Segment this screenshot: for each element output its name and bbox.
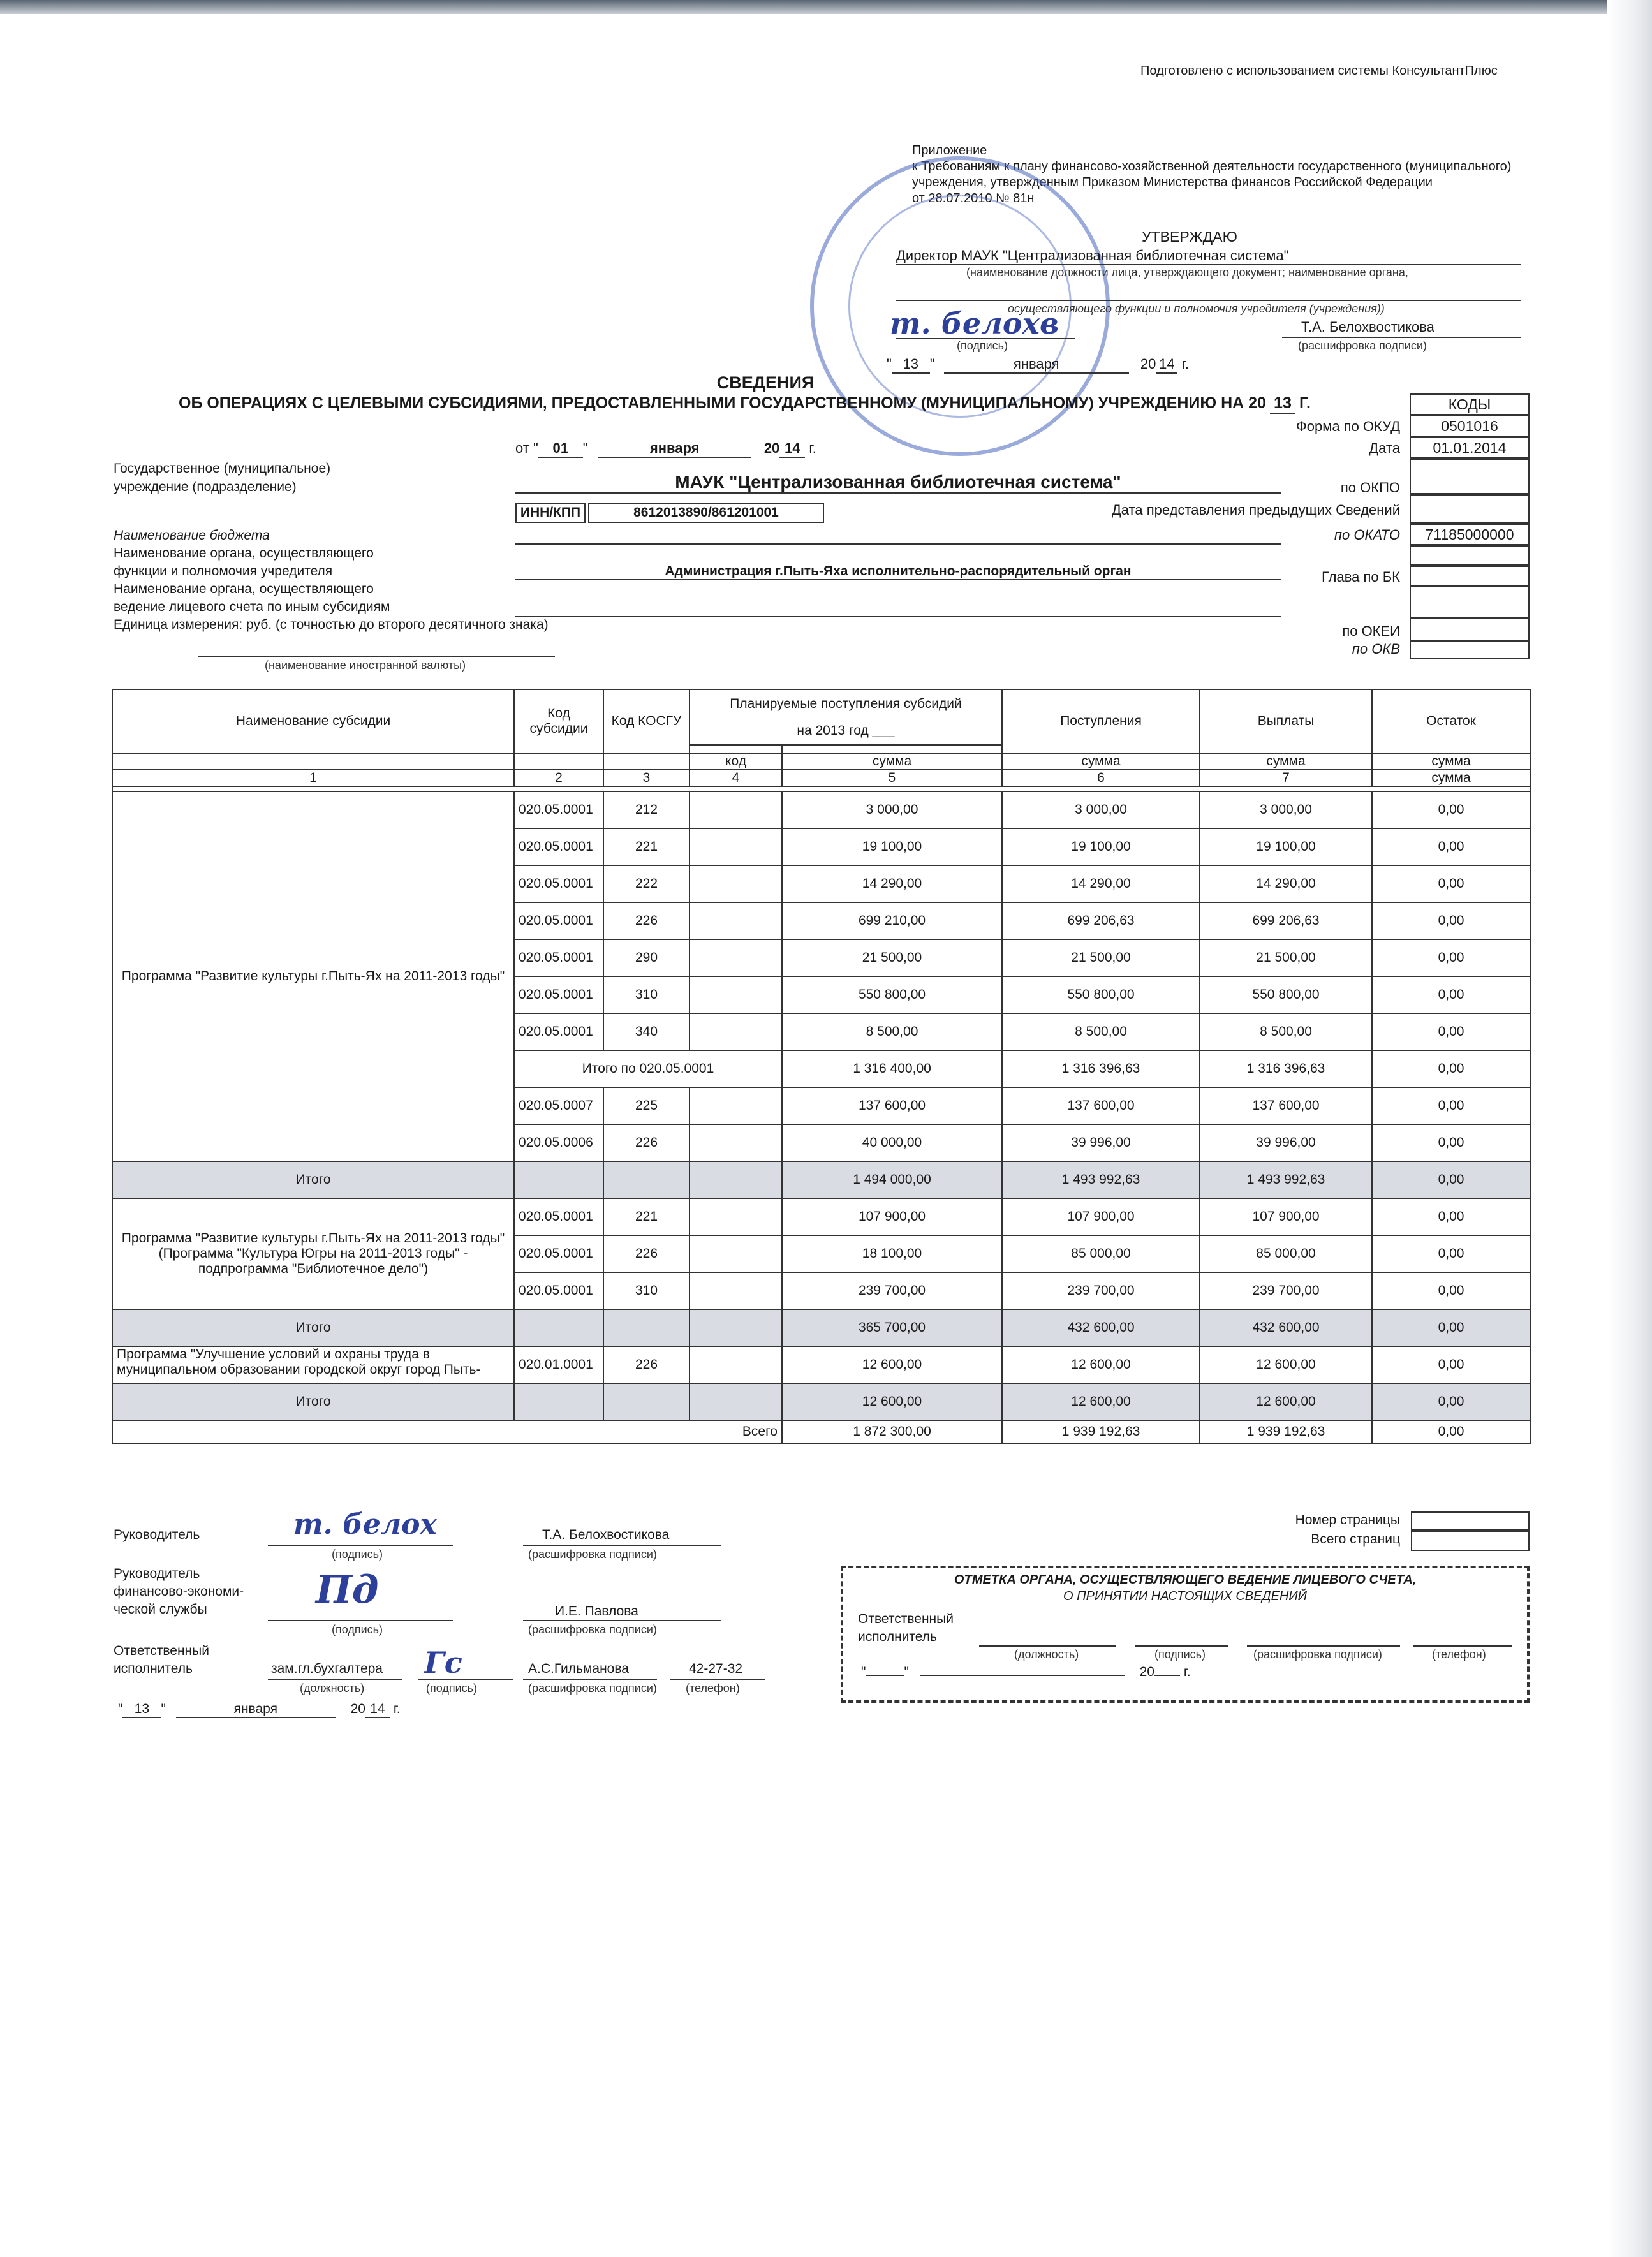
- cell-plan-sum: 19 100,00: [782, 828, 1002, 865]
- approver-name: Т.А. Белохвостикова: [1301, 319, 1434, 335]
- unit-label: Единица измерения: руб. (с точностью до второго десятичного знака): [114, 617, 549, 632]
- cell-plan-sum: 107 900,00: [782, 1198, 1002, 1235]
- cell-plan-sum: 18 100,00: [782, 1235, 1002, 1272]
- okpo-label: по ОКПО: [1340, 480, 1400, 496]
- cell-plan-sum: 12 600,00: [782, 1383, 1002, 1420]
- fin-label-1: Руководитель: [114, 1566, 200, 1581]
- header-code: Код субсидии: [514, 689, 603, 753]
- okv-label: по ОКВ: [1352, 641, 1400, 657]
- cell-plan-code: [690, 1346, 782, 1383]
- total-row: [112, 1161, 1530, 1198]
- exec-phone-line: [670, 1679, 765, 1680]
- cell-plan-sum: 699 210,00: [782, 902, 1002, 939]
- cell-income: 39 996,00: [1002, 1124, 1200, 1161]
- cell-plan-sum: 239 700,00: [782, 1272, 1002, 1309]
- mark-phone-line: [1413, 1645, 1512, 1647]
- cell-plan-code: [690, 902, 782, 939]
- header-kosgu: Код КОСГУ: [603, 689, 690, 753]
- approver-name-line: [1282, 337, 1521, 338]
- cell-plan-code: [690, 865, 782, 902]
- date-label: Дата: [1369, 440, 1400, 456]
- approve-title: УТВЕРЖДАЮ: [1142, 228, 1237, 245]
- cell-empty: [603, 1383, 690, 1420]
- cell-subsidy-code: 020.05.0001: [514, 939, 603, 976]
- exec-pos-caption: (должность): [300, 1682, 365, 1695]
- scan-edge-top: [0, 0, 1652, 14]
- approver-name-caption: (расшифровка подписи): [1298, 339, 1427, 352]
- exec-phone: 42-27-32: [689, 1661, 743, 1676]
- column-number-row: [112, 770, 1530, 786]
- cell-income: 699 206,63: [1002, 902, 1200, 939]
- header-pay: Выплаты: [1200, 689, 1372, 753]
- okud-label: Форма по ОКУД: [1296, 418, 1400, 434]
- table-row: [112, 1198, 1530, 1235]
- cell-rest: 0,00: [1372, 1013, 1530, 1050]
- approver-line: [896, 300, 1521, 301]
- cell-subsidy-code: 020.01.0001: [514, 1346, 603, 1383]
- okud-code: 0501016: [1410, 415, 1530, 437]
- total-pages-box: [1411, 1531, 1530, 1551]
- exec-phone-caption: (телефон): [686, 1682, 740, 1695]
- cell-plan-code: [690, 1272, 782, 1309]
- cell-subsidy-code: 020.05.0001: [514, 865, 603, 902]
- cell-pay: 19 100,00: [1200, 828, 1372, 865]
- cell-kosgu: 340: [603, 1013, 690, 1050]
- mark-sign-caption: (подпись): [1154, 1648, 1206, 1661]
- head-name: Т.А. Белохвостикова: [542, 1527, 670, 1542]
- cell-kosgu: 221: [603, 1198, 690, 1235]
- cell-plan-code: [690, 976, 782, 1013]
- table-row: [112, 1346, 1530, 1383]
- cell-income: 14 290,00: [1002, 865, 1200, 902]
- subheader-row: [112, 753, 1530, 770]
- fin-sign-caption: (подпись): [332, 1623, 383, 1636]
- mark-exec-2: исполнитель: [858, 1629, 937, 1644]
- mark-name-line: [1247, 1645, 1400, 1647]
- currency-caption: (наименование иностранной валюты): [265, 659, 466, 672]
- exec-label-2: исполнитель: [114, 1661, 193, 1676]
- mark-sign-line: [1135, 1645, 1228, 1647]
- exec-name-caption: (расшифровка подписи): [528, 1682, 657, 1695]
- cell-plan-sum: 12 600,00: [782, 1346, 1002, 1383]
- total-row: [112, 1383, 1530, 1420]
- org-label-1: Государственное (муниципальное): [114, 461, 331, 476]
- extra-code-2: [1410, 586, 1530, 618]
- cell-pay: 550 800,00: [1200, 976, 1372, 1013]
- cell-pay: 107 900,00: [1200, 1198, 1372, 1235]
- exec-position: зам.гл.бухгалтера: [271, 1661, 383, 1676]
- table-body: [112, 791, 1530, 1443]
- approver-position: Директор МАУК "Централизованная библиотечная система": [896, 247, 1521, 265]
- exec-pos-line: [268, 1679, 402, 1680]
- cell-rest: 0,00: [1372, 976, 1530, 1013]
- page-number-label: Номер страницы: [1295, 1513, 1400, 1527]
- subsidies-table: [112, 689, 1531, 1444]
- founder-label-1: Наименование органа, осуществляющего: [114, 546, 374, 561]
- cell-subsidy-code: 020.05.0001: [514, 1272, 603, 1309]
- cell-plan-code: [690, 791, 782, 828]
- cell-plan-code: [690, 828, 782, 865]
- fin-name: И.Е. Павлова: [555, 1604, 638, 1619]
- cell-program-name: Программа "Улучшение условий и охраны труда в муниципальном образовании городской округ город Пыть-: [112, 1346, 514, 1383]
- prev-date-code: [1410, 494, 1530, 524]
- total-pages-label: Всего страниц: [1311, 1532, 1400, 1547]
- cell-plan-code: [690, 1013, 782, 1050]
- cell-plan-sum: 550 800,00: [782, 976, 1002, 1013]
- cell-income: 239 700,00: [1002, 1272, 1200, 1309]
- fin-label-2: финансово-экономи-: [114, 1584, 244, 1599]
- exec-sign-line: [418, 1679, 513, 1680]
- cell-income: 12 600,00: [1002, 1346, 1200, 1383]
- account-label-1: Наименование органа, осуществляющего: [114, 582, 374, 596]
- inn-value: 8612013890/861201001: [588, 503, 824, 523]
- cell-subsidy-code: 020.05.0001: [514, 791, 603, 828]
- subheader-sum: сумма: [782, 753, 1002, 770]
- page-number-box: [1411, 1511, 1530, 1531]
- col-num: 5: [782, 770, 1002, 786]
- org-name: МАУК "Централизованная библиотечная система": [515, 472, 1281, 494]
- mark-date: " " 20 г.: [861, 1665, 1191, 1679]
- cell-kosgu: 226: [603, 1124, 690, 1161]
- cell-pay: 1 939 192,63: [1200, 1420, 1372, 1443]
- inn-label: ИНН/КПП: [515, 503, 586, 523]
- cell-plan-code: [690, 939, 782, 976]
- cell-rest: 0,00: [1372, 939, 1530, 976]
- head-sign-line: [268, 1545, 453, 1546]
- cell-pay: 699 206,63: [1200, 902, 1372, 939]
- cell-income: 432 600,00: [1002, 1309, 1200, 1346]
- approve-date: " 13 " января 20 14 г.: [887, 356, 1189, 374]
- head-sign-caption: (подпись): [332, 1548, 383, 1561]
- cell-subsidy-code: 020.05.0007: [514, 1087, 603, 1124]
- cell-pay: 1 493 992,63: [1200, 1161, 1372, 1198]
- approver-position-caption: (наименование должности лица, утверждающего документ; наименование органа,: [966, 266, 1408, 279]
- mark-title-2: О ПРИНЯТИИ НАСТОЯЩИХ СВЕДЕНИЙ: [1063, 1589, 1307, 1603]
- cell-subtotal-label: Итого по 020.05.0001: [514, 1050, 782, 1087]
- cell-kosgu: 222: [603, 865, 690, 902]
- mark-title-1: ОТМЕТКА ОРГАНА, ОСУЩЕСТВЛЯЮЩЕГО ВЕДЕНИЕ ЛИЦЕВОГО СЧЕТА,: [954, 1573, 1417, 1587]
- cell-subsidy-code: 020.05.0001: [514, 1013, 603, 1050]
- approver-sign-caption: (подпись): [957, 339, 1008, 352]
- cell-rest: 0,00: [1372, 1050, 1530, 1087]
- cell-empty: [514, 1383, 603, 1420]
- cell-rest: 0,00: [1372, 1420, 1530, 1443]
- cell-rest: 0,00: [1372, 1087, 1530, 1124]
- fin-sign-line: [268, 1620, 453, 1621]
- col-num: 1: [112, 770, 514, 786]
- doc-subtitle: ОБ ОПЕРАЦИЯХ С ЦЕЛЕВЫМИ СУБСИДИЯМИ, ПРЕДОСТАВЛЕННЫМИ ГОСУДАРСТВЕННОМУ (МУНИЦИПАЛЬНОМУ) УЧРЕЖДЕНИЮ НА 20 13 Г.: [179, 394, 1311, 414]
- header-plan: Планируемые поступления субсидий на 2013 год ___: [690, 689, 1002, 745]
- scan-edge-right: [1607, 0, 1652, 2257]
- fin-signature: Пд: [316, 1568, 379, 1612]
- cell-grand-label: Всего: [112, 1420, 782, 1443]
- cell-kosgu: 226: [603, 1235, 690, 1272]
- cell-subsidy-code: 020.05.0001: [514, 1198, 603, 1235]
- cell-kosgu: 310: [603, 1272, 690, 1309]
- subheader-sum: сумма: [1200, 753, 1372, 770]
- cell-income: 550 800,00: [1002, 976, 1200, 1013]
- head-label: Руководитель: [114, 1527, 200, 1542]
- cell-rest: 0,00: [1372, 1161, 1530, 1198]
- cell-plan-code: [690, 1087, 782, 1124]
- appendix-line-2: к Требованиям к плану финансово-хозяйственной деятельности государственного (муниципального): [912, 159, 1512, 173]
- consultant-note: Подготовлено с использованием системы КонсультантПлюс: [1140, 64, 1498, 78]
- codes-header: КОДЫ: [1410, 393, 1530, 415]
- cell-income: 107 900,00: [1002, 1198, 1200, 1235]
- cell-total-label: Итого: [112, 1383, 514, 1420]
- cell-plan-sum: 3 000,00: [782, 791, 1002, 828]
- budget-label: Наименование бюджета: [114, 528, 270, 543]
- col-num: 6: [1002, 770, 1200, 786]
- cell-plan-sum: 365 700,00: [782, 1309, 1002, 1346]
- cell-rest: 0,00: [1372, 902, 1530, 939]
- mark-name-caption: (расшифровка подписи): [1253, 1648, 1382, 1661]
- cell-subsidy-code: 020.05.0006: [514, 1124, 603, 1161]
- footer-date: " 13 " января 20 14 г.: [118, 1702, 401, 1718]
- cell-pay: 39 996,00: [1200, 1124, 1372, 1161]
- total-row: [112, 1309, 1530, 1346]
- appendix-line-1: Приложение: [912, 143, 987, 158]
- header-rest: Остаток: [1372, 689, 1530, 753]
- mark-phone-caption: (телефон): [1432, 1648, 1486, 1661]
- approver-position-caption-2: осуществляющего функции и полномочия учредителя (учреждения)): [1008, 302, 1385, 315]
- extra-code-1: [1410, 545, 1530, 566]
- subheader-empty-1: [112, 753, 514, 770]
- okei-code: [1410, 618, 1530, 641]
- cell-kosgu: 212: [603, 791, 690, 828]
- cell-pay: 8 500,00: [1200, 1013, 1372, 1050]
- appendix-line-3: учреждения, утвержденным Приказом Министерства финансов Российской Федерации: [912, 175, 1433, 189]
- bk-label: Глава по БК: [1321, 569, 1400, 585]
- cell-rest: 0,00: [1372, 1124, 1530, 1161]
- mark-pos-caption: (должность): [1014, 1648, 1079, 1661]
- fin-name-line: [523, 1620, 721, 1621]
- cell-pay: 1 316 396,63: [1200, 1050, 1372, 1087]
- cell-rest: 0,00: [1372, 1272, 1530, 1309]
- okv-code: [1410, 641, 1530, 659]
- director-signature: т. белохв: [890, 306, 1059, 341]
- cell-plan-sum: 1 494 000,00: [782, 1161, 1002, 1198]
- cell-empty: [690, 1309, 782, 1346]
- cell-plan-sum: 1 872 300,00: [782, 1420, 1002, 1443]
- prev-date-label: Дата представления предыдущих Сведений: [1111, 502, 1400, 518]
- cell-subsidy-code: 020.05.0001: [514, 828, 603, 865]
- cell-pay: 3 000,00: [1200, 791, 1372, 828]
- cell-subsidy-code: 020.05.0001: [514, 1235, 603, 1272]
- grand-total-row: [112, 1420, 1530, 1443]
- budget-line: [515, 543, 1281, 545]
- exec-signature: Гс: [424, 1645, 462, 1680]
- cell-rest: 0,00: [1372, 1383, 1530, 1420]
- cell-income: 1 316 396,63: [1002, 1050, 1200, 1087]
- account-line: [515, 616, 1281, 617]
- cell-pay: 239 700,00: [1200, 1272, 1372, 1309]
- founder-name: Администрация г.Пыть-Яха исполнительно-распорядительный орган: [515, 564, 1281, 580]
- okato-label: по ОКАТО: [1334, 527, 1400, 543]
- cell-subsidy-code: 020.05.0001: [514, 976, 603, 1013]
- okpo-code: [1410, 459, 1530, 494]
- okei-label: по ОКЕИ: [1342, 623, 1400, 639]
- col-num: сумма: [1372, 770, 1530, 786]
- cell-plan-sum: 1 316 400,00: [782, 1050, 1002, 1087]
- head-signature: т. белох: [293, 1508, 437, 1541]
- mark-pos-line: [979, 1645, 1116, 1647]
- cell-empty: [690, 1383, 782, 1420]
- cell-income: 21 500,00: [1002, 939, 1200, 976]
- exec-label-1: Ответственный: [114, 1643, 209, 1658]
- cell-plan-sum: 21 500,00: [782, 939, 1002, 976]
- account-label-2: ведение лицевого счета по иным субсидиям: [114, 599, 390, 614]
- cell-kosgu: 310: [603, 976, 690, 1013]
- cell-rest: 0,00: [1372, 1235, 1530, 1272]
- cell-empty: [603, 1309, 690, 1346]
- cell-kosgu: 225: [603, 1087, 690, 1124]
- exec-name: А.С.Гильманова: [528, 1661, 629, 1676]
- report-date: от " 01 " января 20 14 г.: [515, 440, 816, 458]
- head-name-caption: (расшифровка подписи): [528, 1548, 657, 1561]
- header-plan-spacer-2: [782, 745, 1002, 753]
- header-plan-spacer: [690, 745, 782, 753]
- table-header-row: [112, 689, 1530, 745]
- cell-program-name: Программа "Развитие культуры г.Пыть-Ях на 2011-2013 годы": [112, 791, 514, 1161]
- cell-rest: 0,00: [1372, 791, 1530, 828]
- cell-plan-sum: 14 290,00: [782, 865, 1002, 902]
- col-num: 4: [690, 770, 782, 786]
- header-name: Наименование субсидии: [112, 689, 514, 753]
- cell-kosgu: 226: [603, 1346, 690, 1383]
- subheader-empty-2: [514, 753, 603, 770]
- spacer-row: [112, 786, 1530, 791]
- cell-empty: [603, 1161, 690, 1198]
- doc-title: СВЕДЕНИЯ: [716, 373, 815, 392]
- subheader-code: код: [690, 753, 782, 770]
- cell-rest: 0,00: [1372, 1198, 1530, 1235]
- bk-code: [1410, 566, 1530, 586]
- cell-total-label: Итого: [112, 1161, 514, 1198]
- cell-pay: 432 600,00: [1200, 1309, 1372, 1346]
- cell-pay: 137 600,00: [1200, 1087, 1372, 1124]
- head-name-line: [523, 1545, 721, 1546]
- appendix-line-4: от 28.07.2010 № 81н: [912, 191, 1035, 205]
- cell-subsidy-code: 020.05.0001: [514, 902, 603, 939]
- cell-income: 85 000,00: [1002, 1235, 1200, 1272]
- cell-pay: 12 600,00: [1200, 1383, 1372, 1420]
- cell-income: 1 493 992,63: [1002, 1161, 1200, 1198]
- cell-plan-code: [690, 1198, 782, 1235]
- date-code: 01.01.2014: [1410, 437, 1530, 459]
- cell-total-label: Итого: [112, 1309, 514, 1346]
- header-income: Поступления: [1002, 689, 1200, 753]
- cell-income: 12 600,00: [1002, 1383, 1200, 1420]
- fin-label-3: ческой службы: [114, 1602, 207, 1617]
- cell-income: 8 500,00: [1002, 1013, 1200, 1050]
- cell-income: 137 600,00: [1002, 1087, 1200, 1124]
- cell-plan-code: [690, 1235, 782, 1272]
- cell-empty: [514, 1309, 603, 1346]
- cell-plan-sum: 40 000,00: [782, 1124, 1002, 1161]
- okato-code: 71185000000: [1410, 524, 1530, 545]
- cell-empty: [690, 1161, 782, 1198]
- subheader-sum: сумма: [1002, 753, 1200, 770]
- cell-plan-sum: 137 600,00: [782, 1087, 1002, 1124]
- col-num: 3: [603, 770, 690, 786]
- cell-rest: 0,00: [1372, 865, 1530, 902]
- col-num: 2: [514, 770, 603, 786]
- org-label-2: учреждение (подразделение): [114, 480, 297, 494]
- cell-pay: 85 000,00: [1200, 1235, 1372, 1272]
- cell-rest: 0,00: [1372, 1309, 1530, 1346]
- cell-kosgu: 226: [603, 902, 690, 939]
- subheader-sum: сумма: [1372, 753, 1530, 770]
- exec-name-line: [523, 1679, 657, 1680]
- cell-plan-sum: 8 500,00: [782, 1013, 1002, 1050]
- col-num: 7: [1200, 770, 1372, 786]
- table-row: [112, 791, 1530, 828]
- mark-exec-1: Ответственный: [858, 1612, 954, 1626]
- currency-line: [198, 656, 555, 657]
- cell-income: 1 939 192,63: [1002, 1420, 1200, 1443]
- subheader-empty-3: [603, 753, 690, 770]
- fin-name-caption: (расшифровка подписи): [528, 1623, 657, 1636]
- cell-pay: 14 290,00: [1200, 865, 1372, 902]
- cell-income: 19 100,00: [1002, 828, 1200, 865]
- cell-rest: 0,00: [1372, 828, 1530, 865]
- cell-pay: 12 600,00: [1200, 1346, 1372, 1383]
- cell-kosgu: 290: [603, 939, 690, 976]
- cell-kosgu: 221: [603, 828, 690, 865]
- cell-rest: 0,00: [1372, 1346, 1530, 1383]
- cell-empty: [514, 1161, 603, 1198]
- exec-sign-caption: (подпись): [426, 1682, 478, 1695]
- cell-plan-code: [690, 1124, 782, 1161]
- cell-program-name: Программа "Развитие культуры г.Пыть-Ях на 2011-2013 годы" (Программа "Культура Югры на 2011-2013 годы" - подпрограмма "Библиотечное дело"): [112, 1198, 514, 1309]
- cell-income: 3 000,00: [1002, 791, 1200, 828]
- founder-label-2: функции и полномочия учредителя: [114, 564, 333, 578]
- cell-pay: 21 500,00: [1200, 939, 1372, 976]
